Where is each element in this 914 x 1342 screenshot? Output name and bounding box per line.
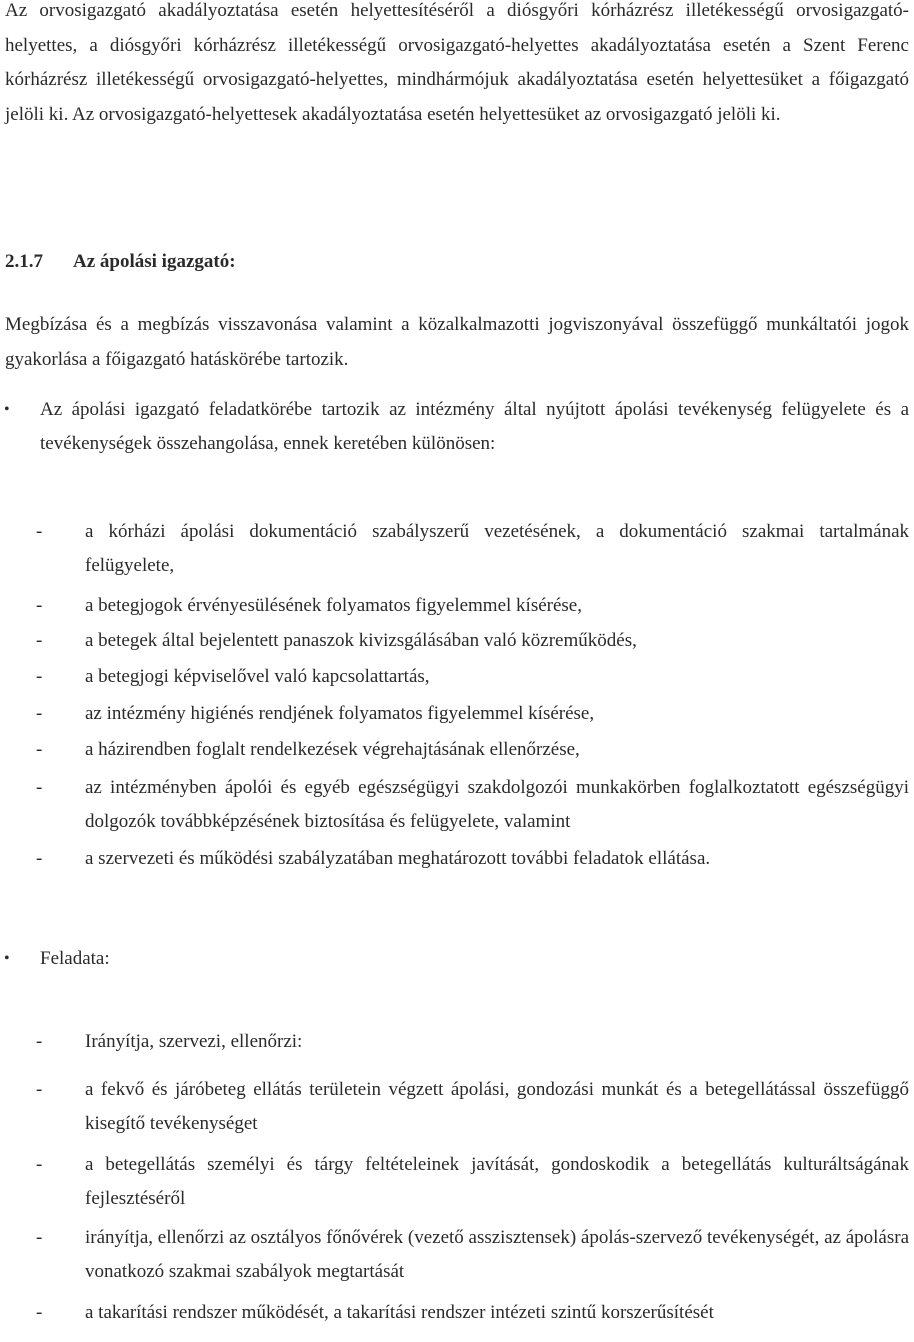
dash-marker: -: [36, 630, 43, 651]
list-item: az intézmény higiénés rendjének folyamatos figyelemmel kísérése,: [85, 703, 595, 724]
dash-marker: -: [36, 521, 43, 542]
dash-marker: -: [36, 1079, 43, 1100]
list-item: a szervezeti és működési szabályzatában meghatározott további feladatok ellátása.: [85, 848, 711, 869]
list-item: a fekvő és járóbeteg ellátás területein végzett ápolási, gondozási munkát és a betegellátással összefüggő kisegítő tevékenységet: [85, 1079, 909, 1134]
section-title: Az ápolási igazgató:: [73, 251, 236, 272]
dash-marker: -: [36, 1031, 43, 1052]
list-item: Irányítja, szervezi, ellenőrzi:: [85, 1031, 303, 1052]
dash-marker: -: [36, 848, 43, 869]
dash-marker: -: [36, 739, 43, 760]
bullet-marker: •: [4, 950, 10, 967]
dash-marker: -: [36, 777, 43, 798]
dash-marker: -: [36, 1302, 43, 1323]
list-item: a betegjogi képviselővel való kapcsolattartás,: [85, 666, 430, 687]
dash-marker: -: [36, 666, 43, 687]
list-item: irányítja, ellenőrzi az osztályos főnővérek (vezető asszisztensek) ápolás-szervező tevékenységét, az ápolásra vonatkozó szakmai szabályok megtartását: [85, 1227, 910, 1282]
appointment-paragraph: Megbízása és a megbízás visszavonása valamint a közalkalmazotti jogviszonyával összefüggő munkáltatói jogok gyakorlása a főigazgató hatáskörébe tartozik.: [5, 314, 909, 370]
dash-marker: -: [36, 595, 43, 616]
list-item: a betegellátás személyi és tárgy feltételeinek javítását, gondoskodik a betegellátás kulturáltságának fejlesztéséről: [85, 1154, 909, 1209]
list-item: a takarítási rendszer működését, a takarítási rendszer intézeti szintű korszerűsítését: [85, 1302, 714, 1323]
dash-marker: -: [36, 1154, 43, 1175]
bullet1-text: Az ápolási igazgató feladatkörébe tartozik az intézmény által nyújtott ápolási tevékenység felügyelete és a tevékenységek összehangolása, ennek keretében különösen:: [40, 399, 909, 454]
list-item: a betegek által bejelentett panaszok kivizsgálásában való közreműködés,: [85, 630, 637, 651]
bullet2-text: Feladata:: [40, 948, 110, 969]
dash-marker: -: [36, 1227, 43, 1248]
section-number: 2.1.7: [5, 251, 43, 272]
dash-marker: -: [36, 703, 43, 724]
bullet-marker: •: [4, 401, 10, 418]
list-item: a betegjogok érvényesülésének folyamatos figyelemmel kísérése,: [85, 595, 582, 616]
section-heading: [5, 248, 236, 276]
list-item: a házirendben foglalt rendelkezések végrehajtásának ellenőrzése,: [85, 739, 580, 760]
list-item: a kórházi ápolási dokumentáció szabályszerű vezetésének, a dokumentáció szakmai tartalmának felügyelete,: [85, 521, 909, 576]
list-item: az intézményben ápolói és egyéb egészségügyi szakdolgozói munkakörben foglalkoztatott egészségügyi dolgozók továbbképzésének biztosítása és felügyelete, valamint: [85, 777, 909, 832]
intro-paragraph: Az orvosigazgató akadályoztatása esetén helyettesítéséről a diósgyőri kórházrész illetékességű orvosigazgató-helyettes, a diósgyőri kórházrész illetékességű orvosigazgató-helyettes akadályoztatása esetén a Szent Ferenc kórházrész illetékességű orvosigazgató-helyettes, mindhármójuk akadályoztatása esetén helyettesüket a főigazgató jelöli ki. Az orvosigazgató-helyettesek akadályoztatása esetén helyettesüket az orvosigazgató jelöli ki.: [5, 0, 909, 125]
